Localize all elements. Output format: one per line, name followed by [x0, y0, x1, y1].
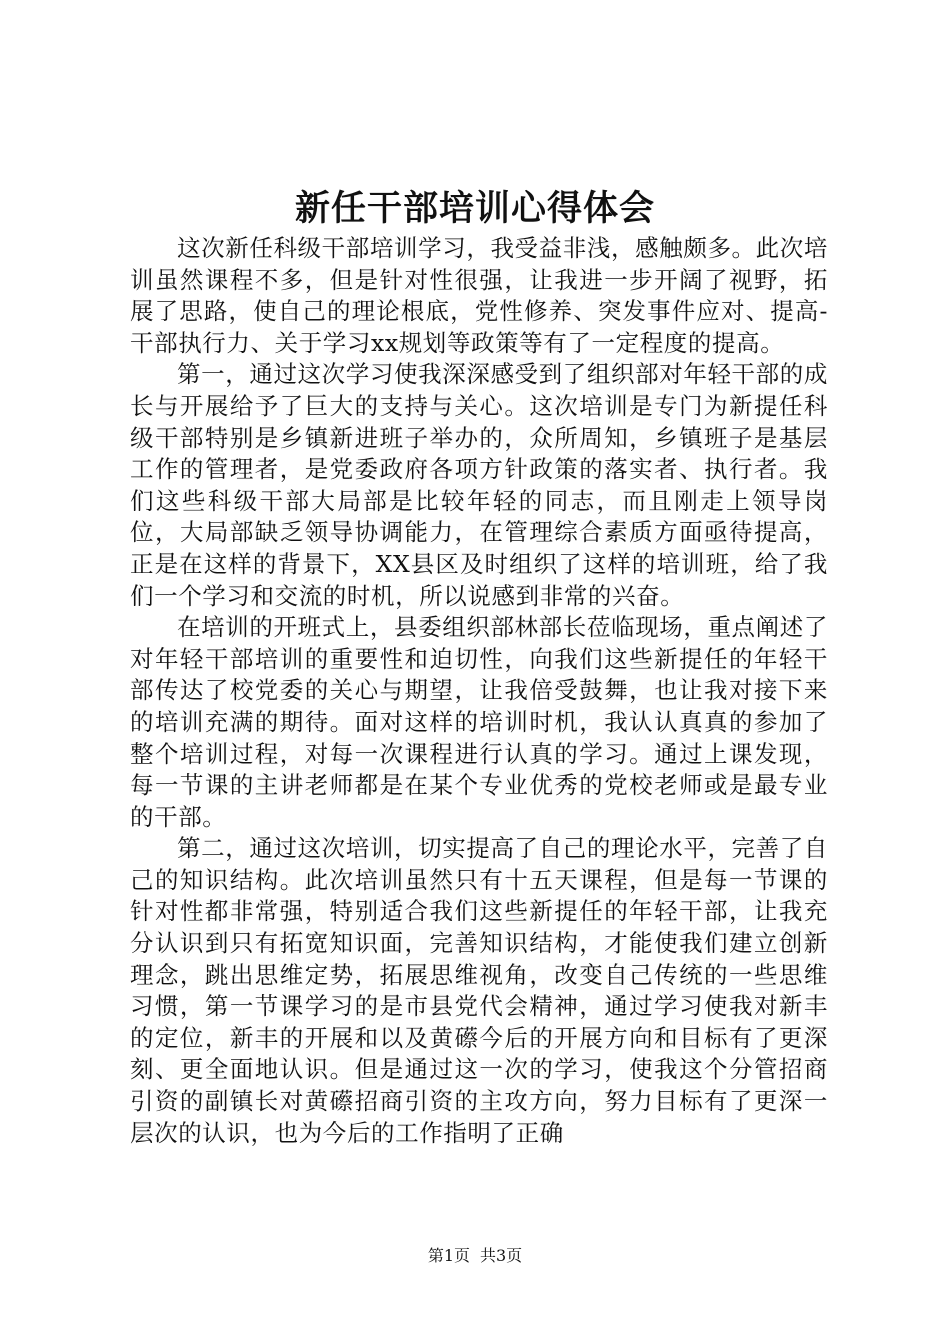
page-number: 第1页	[427, 1246, 470, 1265]
paragraph: 这次新任科级干部培训学习，我受益非浅，感触颇多。此次培训虽然课程不多，但是针对性很强，让我进一步开阔了视野，拓展了思路，使自己的理论根底，党性修养、突发事件应对、提高-干部执行力、关于学习xx规划等政策等有了一定程度的提高。	[130, 234, 828, 357]
paragraph: 在培训的开班式上，县委组织部林部长莅临现场，重点阐述了对年轻干部培训的重要性和迫切性，向我们这些新提任的年轻干部传达了校党委的关心与期望，让我倍受鼓舞，也让我对接下来的培训充满的期待。面对这样的培训时机，我认认真真的参加了整个培训过程，对每一次课程进行认真的学习。通过上课发现，每一节课的主讲老师都是在某个专业优秀的党校老师或是最专业的干部。	[130, 613, 828, 831]
paragraph: 第一，通过这次学习使我深深感受到了组织部对年轻干部的成长与开展给予了巨大的支持与关心。这次培训是专门为新提任科级干部特别是乡镇新进班子举办的，众所周知，乡镇班子是基层工作的管理者，是党委政府各项方针政策的落实者、执行者。我们这些科级干部大局部是比较年轻的同志，而且刚走上领导岗位，大局部缺乏领导协调能力，在管理综合素质方面亟待提高，正是在这样的背景下，XX县区及时组织了这样的培训班，给了我们一个学习和交流的时机，所以说感到非常的兴奋。	[130, 360, 828, 610]
page-footer	[0, 1244, 950, 1268]
document-title: 新任干部培训心得体会	[294, 188, 655, 229]
paragraph: 第二，通过这次培训，切实提高了自己的理论水平，完善了自己的知识结构。此次培训虽然只有十五天课程，但是每一节课的针对性都非常强，特别适合我们这些新提任的年轻干部，让我充分认识到只有拓宽知识面，完善知识结构，才能使我们建立创新理念，跳出思维定势，拓展思维视角，改变自己传统的一些思维习惯，第一节课学习的是市县党代会精神，通过学习使我对新丰的定位，新丰的开展和以及黄礤今后的开展方向和目标有了更深刻、更全面地认识。但是通过这一次的学习，使我这个分管招商引资的副镇长对黄礤招商引资的主攻方向，努力目标有了更深一层次的认识，也为今后的工作指明了正确	[130, 834, 828, 1147]
page-total: 共3页	[480, 1246, 523, 1265]
document-body	[130, 233, 828, 1149]
